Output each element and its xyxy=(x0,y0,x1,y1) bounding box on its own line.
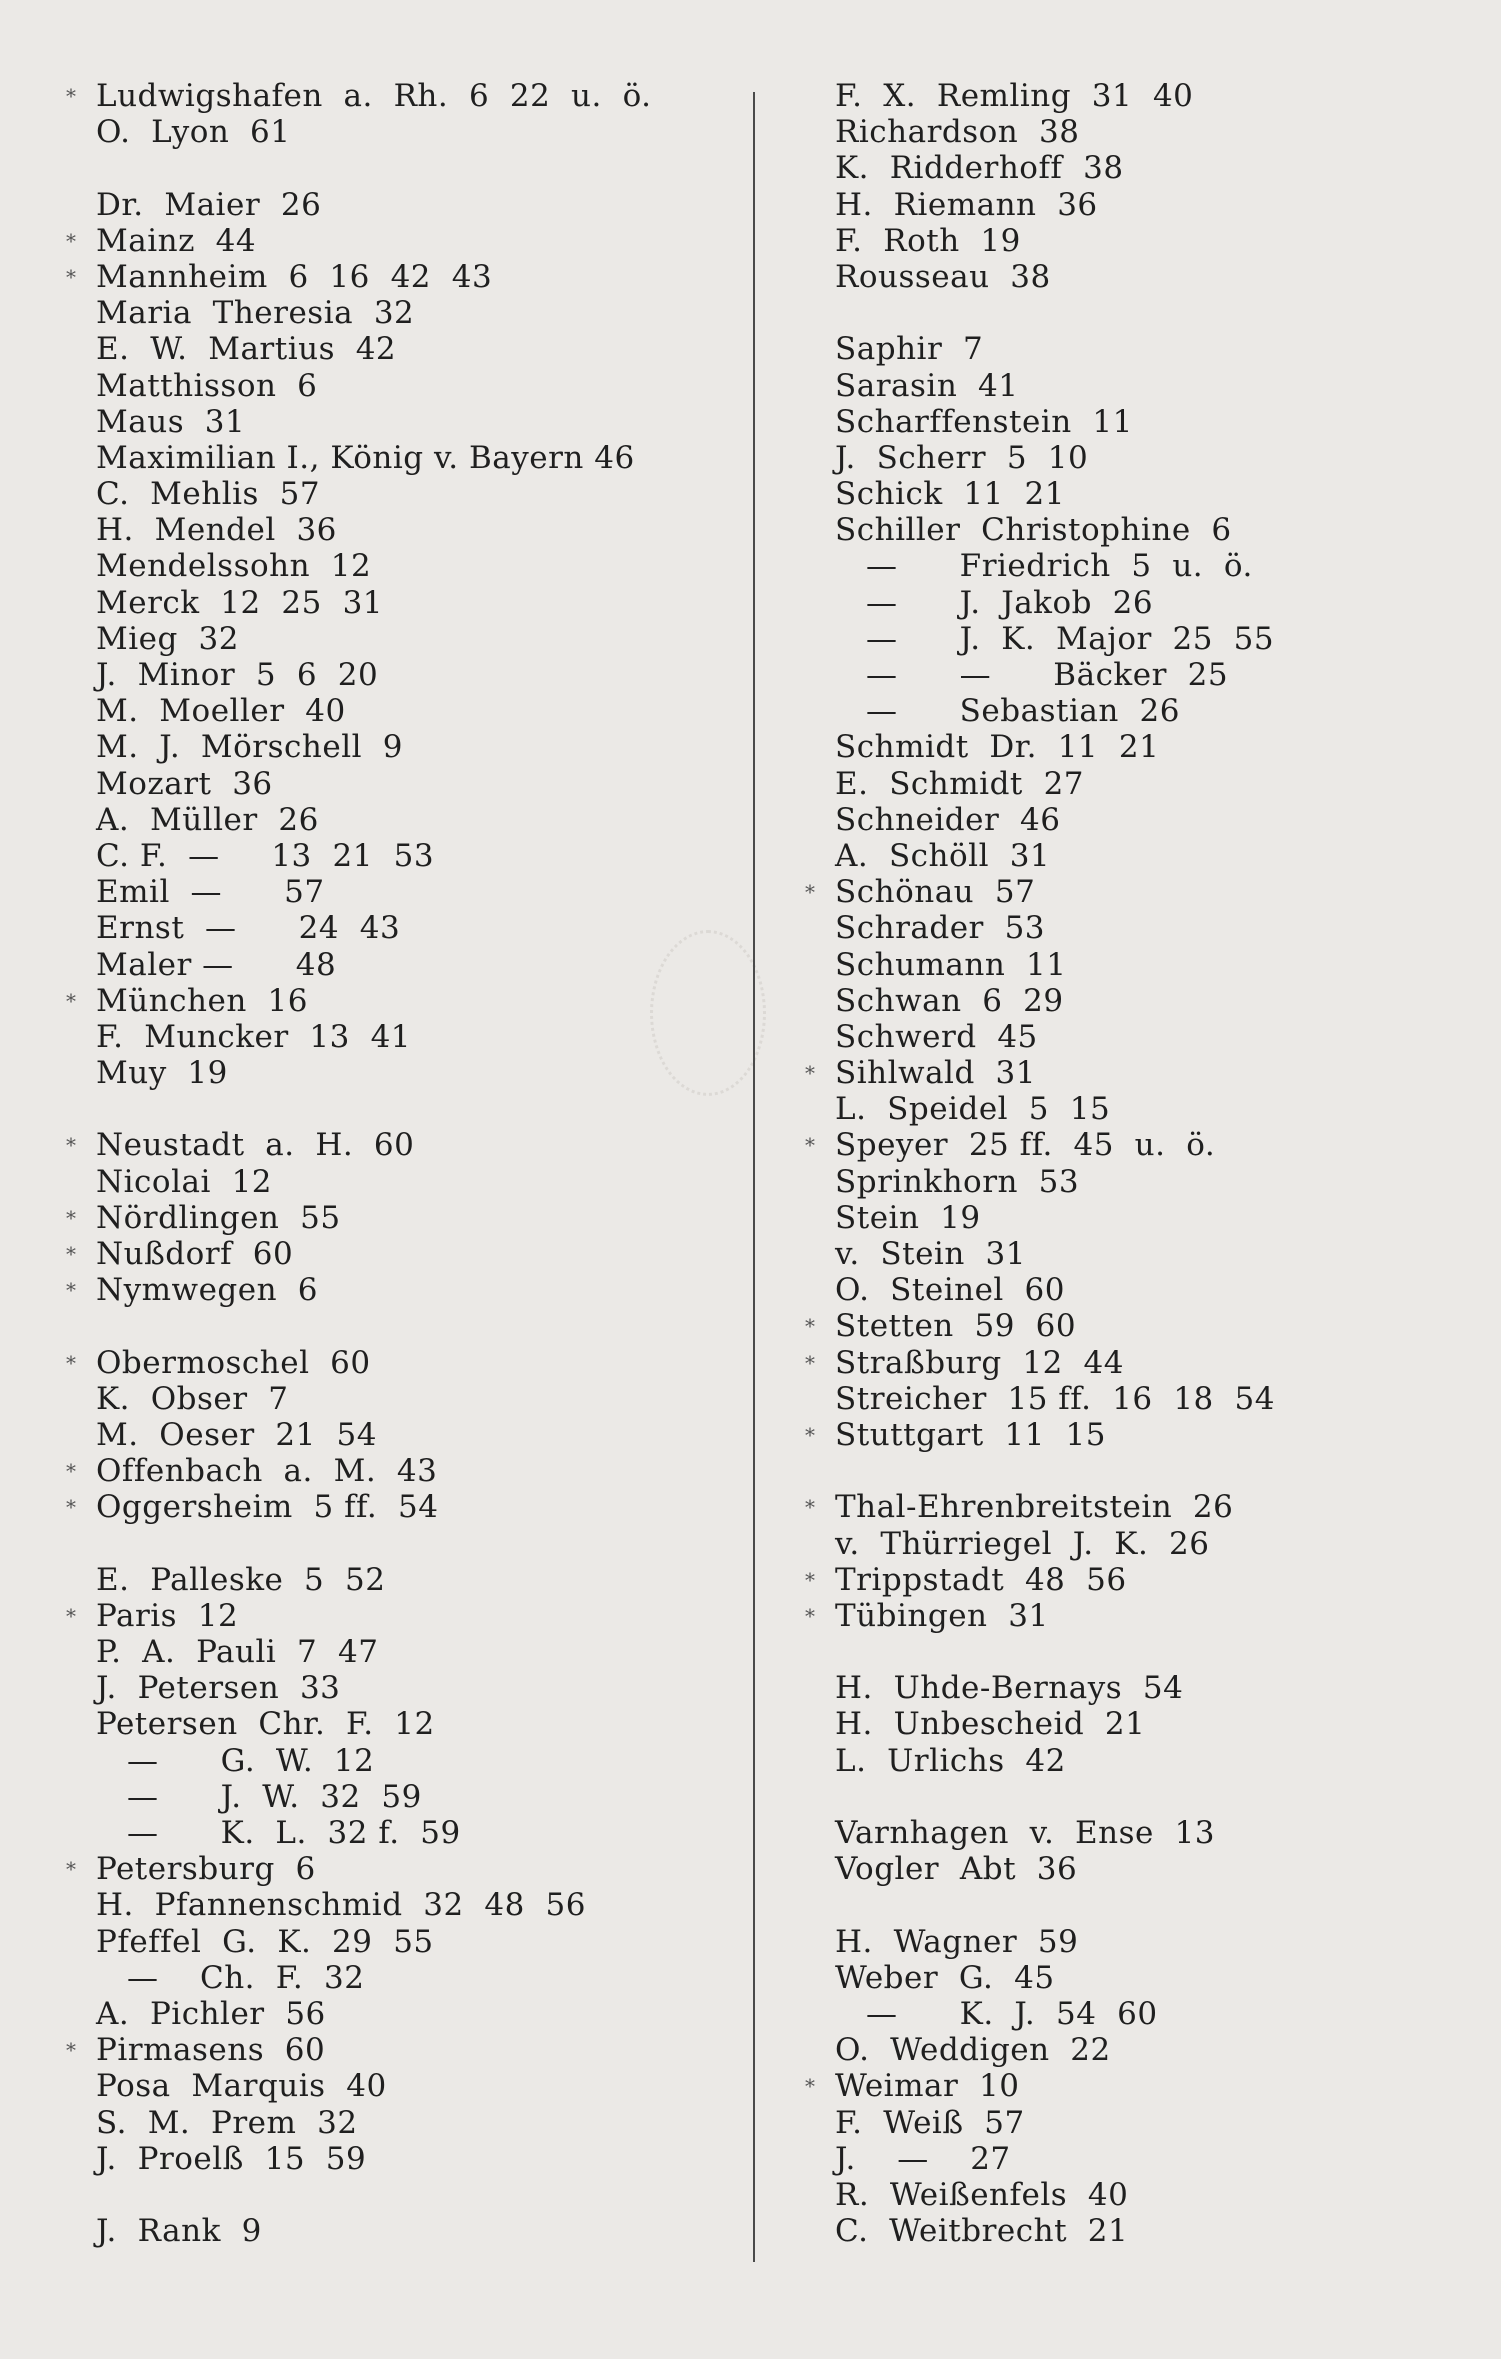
index-entry-text: Schrader 53 xyxy=(835,910,1046,947)
column-divider xyxy=(753,92,755,2262)
index-entry xyxy=(66,982,736,1019)
index-entry xyxy=(835,259,1395,295)
index-entry xyxy=(66,1597,736,1634)
index-entry-text: A. Müller 26 xyxy=(96,801,319,838)
index-entry xyxy=(835,1706,1395,1742)
index-entry-text: v. Thürriegel J. K. 26 xyxy=(835,1525,1210,1562)
index-entry xyxy=(66,258,736,295)
index-entry xyxy=(835,2177,1395,2213)
index-spacer xyxy=(835,295,1395,331)
index-entry-text: Maler — 48 xyxy=(96,946,337,983)
index-entry xyxy=(835,114,1395,150)
index-entry xyxy=(96,802,736,838)
place-marker-asterisk: * xyxy=(805,1061,816,1086)
index-entry-text: O. Steinel 60 xyxy=(835,1272,1065,1309)
index-entry xyxy=(66,1453,736,1490)
index-entry-text: P. A. Pauli 7 47 xyxy=(96,1634,379,1671)
index-entry xyxy=(96,295,736,331)
index-entry xyxy=(805,874,1395,911)
index-entry-text: L. Urlichs 42 xyxy=(835,1742,1066,1779)
index-entry-text: Schick 11 21 xyxy=(835,476,1065,513)
index-entry xyxy=(835,404,1395,440)
index-entry-text: Thal-Ehrenbreitstein 26 xyxy=(835,1489,1234,1526)
index-entry-text: Weber G. 45 xyxy=(835,1959,1055,1996)
index-entry-text: Richardson 38 xyxy=(835,114,1080,151)
index-spacer xyxy=(835,1779,1395,1815)
index-entry-text: J. Proelß 15 59 xyxy=(96,2140,367,2177)
index-entry xyxy=(835,1164,1395,1200)
index-entry-text: C. F. — 13 21 53 xyxy=(96,837,435,874)
place-marker-asterisk: * xyxy=(805,2074,816,2099)
index-entry-text: Schmidt Dr. 11 21 xyxy=(835,729,1160,766)
index-entry xyxy=(96,1815,736,1851)
index-entry-text: Maria Theresia 32 xyxy=(96,295,415,332)
place-marker-asterisk: * xyxy=(66,228,77,253)
index-entry xyxy=(66,1199,736,1236)
index-entry-text: H. Unbescheid 21 xyxy=(835,1706,1146,1743)
index-entry-text: C. Weitbrecht 21 xyxy=(835,2213,1129,2250)
index-entry-text: — G. W. 12 xyxy=(96,1742,375,1779)
index-entry-text: J. Minor 5 6 20 xyxy=(96,657,379,693)
index-entry-text: Stuttgart 11 15 xyxy=(835,1416,1106,1453)
index-entry-text: — Sebastian 26 xyxy=(835,693,1180,730)
index-entry xyxy=(96,2213,736,2249)
index-entry-text: Obermoschel 60 xyxy=(96,1344,371,1381)
index-entry-text: v. Stein 31 xyxy=(835,1236,1026,1272)
index-entry xyxy=(835,983,1395,1019)
place-marker-asterisk: * xyxy=(66,1603,77,1628)
index-entry xyxy=(835,1924,1395,1960)
index-entry xyxy=(805,1055,1395,1092)
index-entry-text: Schiller Christophine 6 xyxy=(835,512,1232,549)
place-marker-asterisk: * xyxy=(66,1459,77,1484)
index-entry xyxy=(96,1634,736,1670)
index-entry-text: A. Pichler 56 xyxy=(96,1995,326,2032)
index-entry xyxy=(96,114,736,150)
index-entry xyxy=(96,657,736,693)
index-entry xyxy=(835,1272,1395,1308)
index-entry xyxy=(66,1489,736,1526)
index-entry-text: Stetten 59 60 xyxy=(835,1308,1077,1345)
index-spacer xyxy=(835,1887,1395,1923)
place-marker-asterisk: * xyxy=(66,1133,77,1158)
index-entry-text: E. Palleske 5 52 xyxy=(96,1561,386,1598)
index-entry-text: J. Petersen 33 xyxy=(96,1670,341,1707)
index-entry-text: Mainz 44 xyxy=(96,222,257,259)
index-entry xyxy=(96,1743,736,1779)
index-column-right xyxy=(805,78,1395,2250)
index-entry xyxy=(835,802,1395,838)
index-entry xyxy=(835,1091,1395,1127)
index-entry xyxy=(835,1236,1395,1272)
index-entry xyxy=(835,621,1395,657)
index-column-left xyxy=(66,78,736,2250)
index-entry xyxy=(835,1526,1395,1562)
index-entry-text: Offenbach a. M. 43 xyxy=(96,1453,438,1490)
index-entry xyxy=(835,331,1395,367)
index-entry-text: Maximilian I., König v. Bayern 46 xyxy=(96,439,635,476)
place-marker-asterisk: * xyxy=(66,1205,77,1230)
index-entry xyxy=(805,2068,1395,2105)
index-entry-text: H. Uhde-Bernays 54 xyxy=(835,1670,1184,1707)
index-entry xyxy=(835,1670,1395,1706)
index-entry-text: Schönau 57 xyxy=(835,874,1036,911)
index-entry-text: — — Bäcker 25 xyxy=(835,657,1229,693)
index-entry-text: Merck 12 25 31 xyxy=(96,584,384,621)
index-entry-text: K. Obser 7 xyxy=(96,1380,289,1417)
index-entry xyxy=(96,910,736,946)
index-entry-text: F. X. Remling 31 40 xyxy=(835,78,1194,114)
index-entry-text: H. Pfannenschmid 32 48 56 xyxy=(96,1887,587,1924)
index-entry xyxy=(96,1055,736,1091)
index-entry xyxy=(805,1308,1395,1345)
index-entry-text: H. Mendel 36 xyxy=(96,512,337,549)
place-marker-asterisk: * xyxy=(805,1350,816,1375)
index-entry-text: A. Schöll 31 xyxy=(835,837,1051,874)
index-entry xyxy=(66,2032,736,2069)
index-entry-text: Scharffenstein 11 xyxy=(835,403,1133,440)
index-entry xyxy=(96,1887,736,1923)
index-entry-text: S. M. Prem 32 xyxy=(96,2104,358,2141)
index-entry xyxy=(835,693,1395,729)
index-entry xyxy=(835,187,1395,223)
place-marker-asterisk: * xyxy=(66,988,77,1013)
index-entry xyxy=(805,1489,1395,1526)
index-entry xyxy=(66,1127,736,1164)
index-entry xyxy=(835,729,1395,765)
index-entry-text: F. Muncker 13 41 xyxy=(96,1018,412,1055)
index-entry-text: Pfeffel G. K. 29 55 xyxy=(96,1923,434,1960)
index-entry-text: Muy 19 xyxy=(96,1055,228,1092)
index-entry xyxy=(835,1996,1395,2032)
index-spacer xyxy=(96,2177,736,2213)
index-entry xyxy=(835,838,1395,874)
index-entry-text: — J. K. Major 25 55 xyxy=(835,620,1275,657)
place-marker-asterisk: * xyxy=(805,1495,816,1520)
index-entry-text: Speyer 25 ff. 45 u. ö. xyxy=(835,1127,1216,1164)
index-entry-text: F. Roth 19 xyxy=(835,222,1021,259)
index-entry-text: Matthisson 6 xyxy=(96,367,318,404)
index-entry-text: O. Weddigen 22 xyxy=(835,2032,1111,2069)
index-entry xyxy=(96,1706,736,1742)
index-entry-text: Dr. Maier 26 xyxy=(96,186,322,223)
index-entry xyxy=(96,1164,736,1200)
index-entry-text: Schwan 6 29 xyxy=(835,982,1064,1019)
index-spacer xyxy=(835,1634,1395,1670)
index-entry xyxy=(66,1851,736,1888)
index-entry xyxy=(835,1815,1395,1851)
place-marker-asterisk: * xyxy=(805,1133,816,1158)
index-entry xyxy=(96,1670,736,1706)
index-entry xyxy=(96,947,736,983)
index-entry xyxy=(835,1200,1395,1236)
index-entry-text: Mendelssohn 12 xyxy=(96,548,372,585)
index-entry-text: Maus 31 xyxy=(96,403,246,440)
place-marker-asterisk: * xyxy=(66,1857,77,1882)
index-entry-text: M. J. Mörschell 9 xyxy=(96,729,403,766)
index-entry-text: Petersen Chr. F. 12 xyxy=(96,1706,435,1743)
index-entry-text: Mozart 36 xyxy=(96,765,273,802)
index-entry-text: H. Riemann 36 xyxy=(835,186,1098,223)
index-entry xyxy=(835,78,1395,114)
place-marker-asterisk: * xyxy=(805,1422,816,1447)
index-entry xyxy=(96,585,736,621)
index-entry xyxy=(835,1743,1395,1779)
index-entry xyxy=(835,476,1395,512)
index-entry-text: Neustadt a. H. 60 xyxy=(96,1127,415,1164)
index-entry xyxy=(805,1416,1395,1453)
index-entry-text: Schwerd 45 xyxy=(835,1018,1038,1055)
index-spacer xyxy=(835,1453,1395,1489)
index-entry-text: Emil — 57 xyxy=(96,874,325,911)
index-entry xyxy=(835,2032,1395,2068)
index-entry xyxy=(805,1561,1395,1598)
index-entry-text: Sprinkhorn 53 xyxy=(835,1163,1080,1200)
index-entry xyxy=(835,1019,1395,1055)
index-entry xyxy=(66,1236,736,1272)
index-entry-text: — Friedrich 5 u. ö. xyxy=(835,548,1253,585)
index-entry xyxy=(66,78,736,114)
index-entry-text: Mannheim 6 16 42 43 xyxy=(96,258,493,295)
index-entry-text: Nußdorf 60 xyxy=(96,1236,294,1272)
index-entry xyxy=(66,1344,736,1381)
index-entry xyxy=(96,838,736,874)
index-entry xyxy=(835,223,1395,259)
index-entry-text: Nymwegen 6 xyxy=(96,1272,319,1309)
index-entry-text: Trippstadt 48 56 xyxy=(835,1561,1127,1598)
index-entry xyxy=(66,1272,736,1309)
index-entry xyxy=(96,2141,736,2177)
index-entry xyxy=(96,1019,736,1055)
index-entry xyxy=(96,331,736,367)
index-entry xyxy=(835,2141,1395,2177)
index-entry xyxy=(835,1851,1395,1887)
index-entry-text: Sihlwald 31 xyxy=(835,1055,1036,1092)
index-entry-text: — K. L. 32 f. 59 xyxy=(96,1815,461,1851)
index-entry-text: — J. W. 32 59 xyxy=(96,1778,422,1815)
index-entry xyxy=(805,1344,1395,1381)
index-entry xyxy=(66,222,736,259)
index-entry-text: — Ch. F. 32 xyxy=(96,1959,365,1996)
index-entry xyxy=(96,766,736,802)
index-entry xyxy=(96,2068,736,2104)
index-entry-text: Posa Marquis 40 xyxy=(96,2068,387,2105)
index-entry-text: Petersburg 6 xyxy=(96,1851,316,1888)
index-entry xyxy=(96,404,736,440)
index-entry xyxy=(96,187,736,223)
place-marker-asterisk: * xyxy=(805,1603,816,1628)
index-entry-text: — K. J. 54 60 xyxy=(835,1995,1158,2032)
index-entry-text: K. Ridderhoff 38 xyxy=(835,150,1124,187)
index-entry-text: Rousseau 38 xyxy=(835,258,1051,295)
index-entry xyxy=(835,368,1395,404)
index-entry xyxy=(96,621,736,657)
place-marker-asterisk: * xyxy=(66,1242,77,1266)
index-entry-text: Schneider 46 xyxy=(835,801,1061,838)
index-entry-text: Ernst — 24 43 xyxy=(96,910,401,947)
index-entry-text: J. — 27 xyxy=(835,2140,1011,2177)
place-marker-asterisk: * xyxy=(66,264,77,289)
index-spacer xyxy=(96,1308,736,1344)
index-entry-text: R. Weißenfels 40 xyxy=(835,2176,1129,2213)
index-entry-text: München 16 xyxy=(96,982,308,1019)
index-entry-text: M. Oeser 21 54 xyxy=(96,1416,377,1453)
index-entry-text: Streicher 15 ff. 16 18 54 xyxy=(835,1380,1275,1417)
index-entry xyxy=(96,548,736,584)
index-entry xyxy=(835,766,1395,802)
index-entry xyxy=(96,693,736,729)
index-entry-text: Schumann 11 xyxy=(835,946,1067,983)
index-entry-text: Tübingen 31 xyxy=(835,1597,1049,1634)
index-entry-text: Saphir 7 xyxy=(835,331,984,368)
index-entry-text: M. Moeller 40 xyxy=(96,693,346,730)
index-entry-text: L. Speidel 5 15 xyxy=(835,1091,1111,1128)
place-marker-asterisk: * xyxy=(805,1314,816,1339)
index-entry xyxy=(835,512,1395,548)
index-entry-text: F. Weiß 57 xyxy=(835,2104,1025,2141)
index-entry xyxy=(835,585,1395,621)
index-entry-text: E. W. Martius 42 xyxy=(96,331,397,368)
index-entry xyxy=(96,368,736,404)
place-marker-asterisk: * xyxy=(66,84,77,108)
index-entry-text: Vogler Abt 36 xyxy=(835,1851,1078,1888)
index-entry xyxy=(835,150,1395,186)
index-entry-text: H. Wagner 59 xyxy=(835,1923,1079,1960)
index-entry-text: Ludwigshafen a. Rh. 6 22 u. ö. xyxy=(96,78,652,114)
index-entry xyxy=(835,657,1395,693)
index-entry-text: O. Lyon 61 xyxy=(96,114,291,151)
index-entry xyxy=(835,910,1395,946)
index-spacer xyxy=(96,1091,736,1127)
index-entry-text: Pirmasens 60 xyxy=(96,2032,326,2069)
index-entry xyxy=(96,2105,736,2141)
index-entry-text: Nördlingen 55 xyxy=(96,1199,341,1236)
index-entry xyxy=(96,1417,736,1453)
place-marker-asterisk: * xyxy=(805,880,816,905)
index-entry xyxy=(96,1381,736,1417)
index-entry xyxy=(835,1960,1395,1996)
place-marker-asterisk: * xyxy=(66,1278,77,1303)
index-entry xyxy=(835,947,1395,983)
index-entry-text: C. Mehlis 57 xyxy=(96,476,321,513)
index-entry-text: Straßburg 12 44 xyxy=(835,1344,1124,1381)
index-entry xyxy=(835,2105,1395,2141)
index-entry xyxy=(96,729,736,765)
index-entry-text: Weimar 10 xyxy=(835,2068,1020,2105)
index-entry-text: Nicolai 12 xyxy=(96,1163,273,1200)
index-entry xyxy=(805,1597,1395,1634)
place-marker-asterisk: * xyxy=(805,1567,816,1592)
index-entry xyxy=(96,874,736,910)
index-entry xyxy=(835,440,1395,476)
index-entry xyxy=(96,1562,736,1598)
index-entry-text: — J. Jakob 26 xyxy=(835,584,1154,621)
index-spacer xyxy=(96,150,736,186)
index-entry-text: E. Schmidt 27 xyxy=(835,765,1085,802)
index-entry xyxy=(835,548,1395,584)
index-entry xyxy=(96,1996,736,2032)
index-entry xyxy=(805,1127,1395,1164)
index-entry xyxy=(835,2213,1395,2249)
place-marker-asterisk: * xyxy=(66,2038,77,2063)
index-entry-text: Paris 12 xyxy=(96,1597,239,1634)
index-entry-text: J. Rank 9 xyxy=(96,2213,262,2250)
index-entry xyxy=(96,1924,736,1960)
index-entry-text: Sarasin 41 xyxy=(835,367,1019,404)
index-entry-text: Stein 19 xyxy=(835,1199,981,1236)
index-entry-text: Oggersheim 5 ff. 54 xyxy=(96,1489,439,1526)
index-entry xyxy=(96,476,736,512)
index-entry-text: J. Scherr 5 10 xyxy=(835,439,1089,476)
index-entry xyxy=(96,440,736,476)
index-entry xyxy=(96,1779,736,1815)
index-spacer xyxy=(96,1526,736,1562)
place-marker-asterisk: * xyxy=(66,1350,77,1375)
index-entry-text: Varnhagen v. Ense 13 xyxy=(835,1815,1216,1851)
index-entry-text: Mieg 32 xyxy=(96,620,240,657)
index-entry xyxy=(96,512,736,548)
place-marker-asterisk: * xyxy=(66,1495,77,1520)
index-entry xyxy=(835,1381,1395,1417)
index-entry xyxy=(96,1960,736,1996)
